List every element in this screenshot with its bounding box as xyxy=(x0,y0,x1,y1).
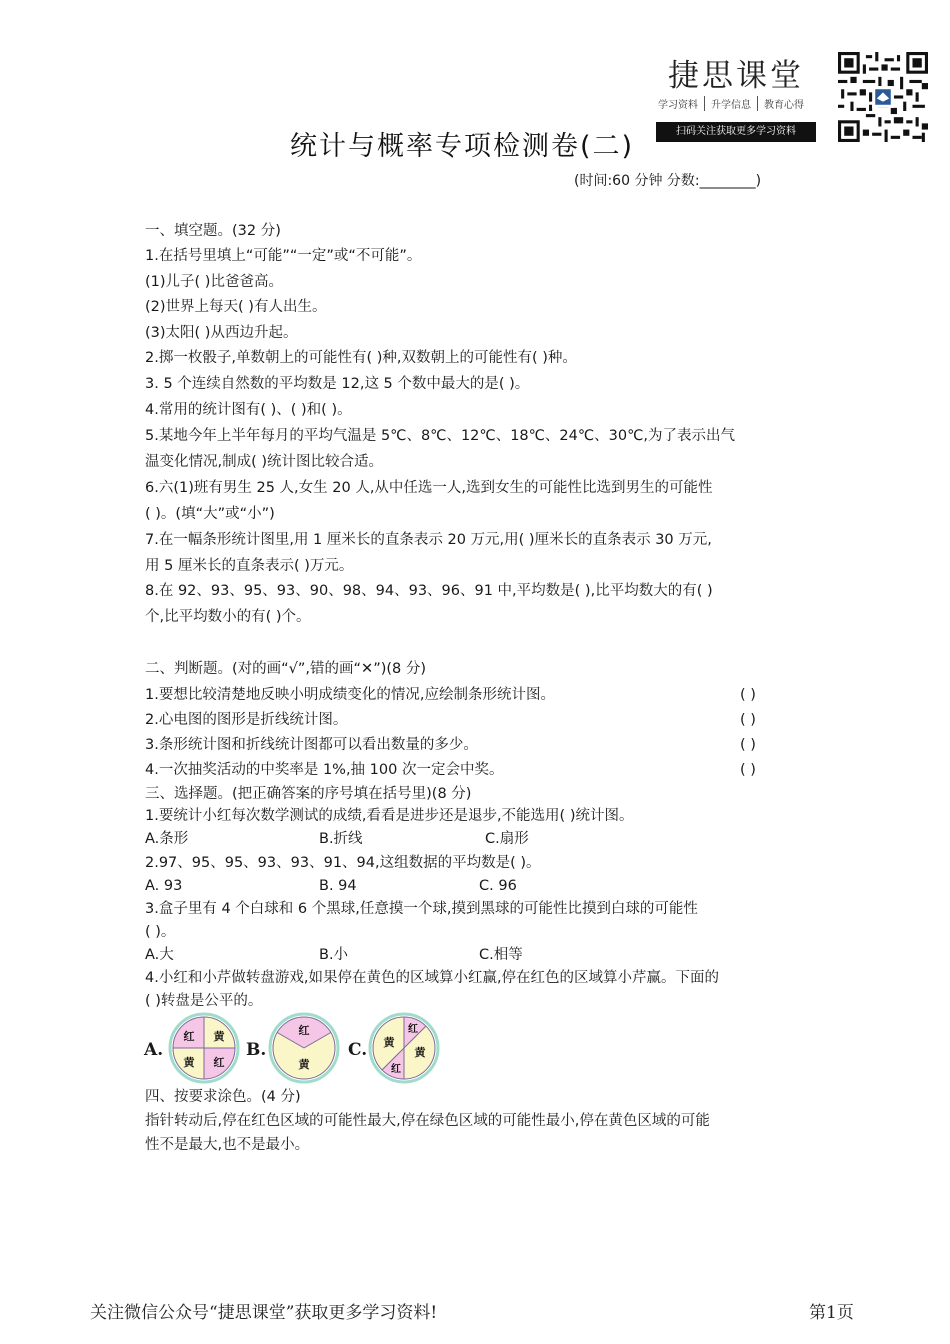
qr-code-icon xyxy=(838,52,928,142)
question-line: 个,比平均数小的有( )个。 xyxy=(145,609,311,625)
footer-note: 关注微信公众号“捷思课堂”获取更多学习资料! xyxy=(90,1303,438,1323)
choice-option: C.相等 xyxy=(479,947,523,963)
brand-tags xyxy=(658,96,810,111)
spinner-c xyxy=(368,1012,440,1084)
page-number: 第1页 xyxy=(809,1303,854,1323)
section-heading: 一、填空题。(32 分) xyxy=(145,223,281,239)
spinner-label: 黄 xyxy=(298,1058,310,1071)
question-line: ( )。(填“大”或“小”) xyxy=(145,506,275,522)
question-line: 温变化情况,制成( )统计图比较合适。 xyxy=(145,454,384,470)
choice-option: B. 94 xyxy=(319,878,357,894)
answer-paren: ( ) xyxy=(740,712,756,728)
brand-tag: 学习资料 xyxy=(658,100,698,111)
spinner-label: 黄 xyxy=(414,1046,426,1059)
choice-option: C.扇形 xyxy=(485,831,529,847)
section-heading: 四、按要求涂色。(4 分) xyxy=(145,1089,301,1105)
answer-paren: ( ) xyxy=(740,687,756,703)
judge-item: 3.条形统计图和折线统计图都可以看出数量的多少。 xyxy=(145,737,478,753)
spinner-label: 红 xyxy=(183,1030,195,1043)
section-heading: 三、选择题。(把正确答案的序号填在括号里)(8 分) xyxy=(145,786,472,802)
judge-item: 1.要想比较清楚地反映小明成绩变化的情况,应绘制条形统计图。 xyxy=(145,687,555,703)
choice-option: C. 96 xyxy=(479,878,517,894)
answer-paren: ( ) xyxy=(740,737,756,753)
judge-item: 2.心电图的图形是折线统计图。 xyxy=(145,712,348,728)
question-line: ( )。 xyxy=(145,924,176,940)
judge-item: 4.一次抽奖活动的中奖率是 1%,抽 100 次一定会中奖。 xyxy=(145,762,504,778)
section-heading: 二、判断题。(对的画“√”,错的画“✕”)(8 分) xyxy=(145,661,427,677)
spinner-b xyxy=(268,1012,340,1084)
page-title: 统计与概率专项检测卷(二) xyxy=(290,131,635,162)
brand-banner: 扫码关注获取更多学习资料 xyxy=(656,122,816,142)
question-line: 指针转动后,停在红色区域的可能性最大,停在绿色区域的可能性最小,停在黄色区域的可能 xyxy=(145,1113,710,1129)
spinner-option-label: C. xyxy=(348,1040,368,1060)
answer-paren: ( ) xyxy=(740,762,756,778)
question-line: 1.要统计小红每次数学测试的成绩,看看是进步还是退步,不能选用( )统计图。 xyxy=(145,808,634,824)
brand-name: 捷思课堂 xyxy=(668,58,804,94)
question-line: 用 5 厘米长的直条表示( )万元。 xyxy=(145,558,354,574)
question-line: (3)太阳( )从西边升起。 xyxy=(145,325,298,341)
spinner-option-label: A. xyxy=(144,1040,164,1060)
spinner-label: 黄 xyxy=(213,1030,225,1043)
question-line: ( )转盘是公平的。 xyxy=(145,993,263,1009)
question-line: 7.在一幅条形统计图里,用 1 厘米长的直条表示 20 万元,用( )厘米长的直条表示 30 万元, xyxy=(145,532,712,548)
choice-option: A.条形 xyxy=(145,831,189,847)
question-line: (2)世界上每天( )有人出生。 xyxy=(145,299,327,315)
choice-option: B.小 xyxy=(319,947,349,963)
time-score-line: (时间:60 分钟 分数:________) xyxy=(574,173,762,189)
question-line: (1)儿子( )比爸爸高。 xyxy=(145,274,283,290)
question-line: 8.在 92、93、95、93、90、98、94、93、96、91 中,平均数是( ),比平均数大的有( ) xyxy=(145,583,713,599)
question-line: 4.小红和小芹做转盘游戏,如果停在黄色的区域算小红赢,停在红色的区域算小芹赢。下面的 xyxy=(145,970,720,986)
question-line: 5.某地今年上半年每月的平均气温是 5℃、8℃、12℃、18℃、24℃、30℃,为了表示出气 xyxy=(145,428,736,444)
spinner-label: 黄 xyxy=(383,1036,395,1049)
spinner-label: 黄 xyxy=(183,1056,195,1069)
question-line: 6.六(1)班有男生 25 人,女生 20 人,从中任选一人,选到女生的可能性比选到男生的可能性 xyxy=(145,480,713,496)
question-line: 4.常用的统计图有( )、( )和( )。 xyxy=(145,402,352,418)
question-line: 3. 5 个连续自然数的平均数是 12,这 5 个数中最大的是( )。 xyxy=(145,376,530,392)
spinner-option-label: B. xyxy=(246,1040,267,1060)
brand-tag: 升学信息 xyxy=(704,96,757,111)
brand-tag: 教育心得 xyxy=(757,96,810,111)
choice-option: A. 93 xyxy=(145,878,183,894)
choice-option: B.折线 xyxy=(319,831,363,847)
spinner-a xyxy=(168,1012,240,1084)
question-line: 2.掷一枚骰子,单数朝上的可能性有( )种,双数朝上的可能性有( )种。 xyxy=(145,350,577,366)
spinner-label: 红 xyxy=(213,1056,225,1069)
spinner-label: 红 xyxy=(391,1064,401,1075)
question-line: 3.盒子里有 4 个白球和 6 个黑球,任意摸一个球,摸到黑球的可能性比摸到白球的可能性 xyxy=(145,901,698,917)
spinner-label: 红 xyxy=(408,1024,418,1035)
question-line: 2.97、95、95、93、93、91、94,这组数据的平均数是( )。 xyxy=(145,855,541,871)
question-line: 性不是最大,也不是最小。 xyxy=(145,1137,310,1153)
choice-option: A.大 xyxy=(145,947,174,963)
spinner-label: 红 xyxy=(298,1024,310,1037)
question-line: 1.在括号里填上“可能”“一定”或“不可能”。 xyxy=(145,248,422,264)
